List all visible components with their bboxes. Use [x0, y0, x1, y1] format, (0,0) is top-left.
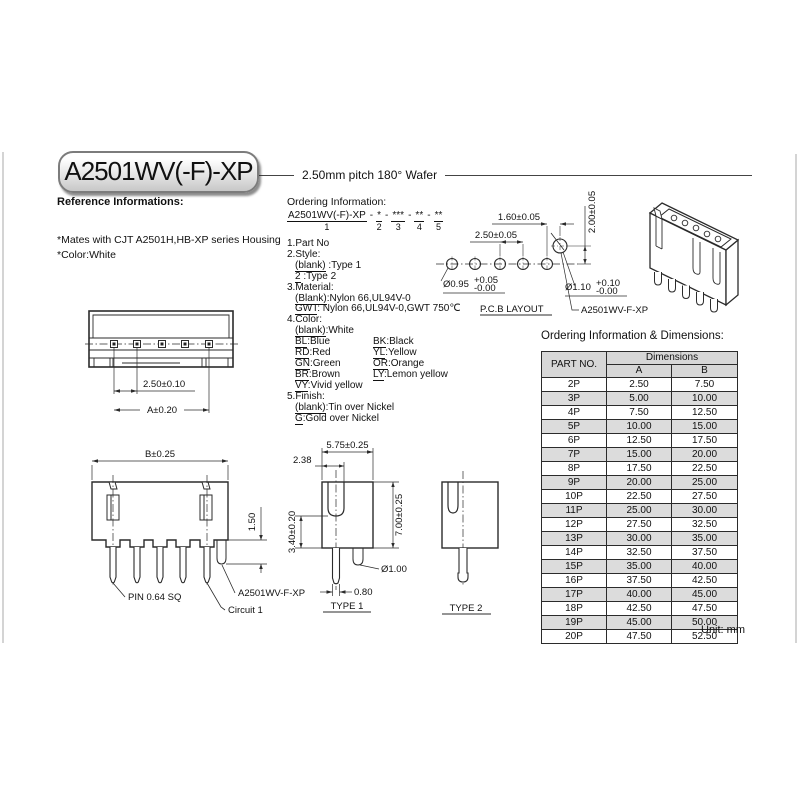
- ordering-option-line: BL:Blue BK:Black: [295, 336, 414, 348]
- type1-dim-width: 5.75±0.25: [326, 440, 369, 451]
- table-cell: 8P: [542, 462, 607, 476]
- table-cell: 30.00: [607, 532, 672, 546]
- col-header-b: B: [672, 365, 738, 378]
- ordering-option-line: GWT: Nylon 66,UL94V-0,GWT 750℃: [295, 303, 461, 315]
- table-row: [542, 504, 738, 518]
- ordering-code-index: 2: [376, 222, 382, 232]
- table-cell: 30.00: [672, 504, 738, 518]
- table-cell: 27.50: [672, 490, 738, 504]
- table-cell: 47.50: [607, 630, 672, 644]
- side-view-pins: [110, 547, 210, 583]
- type1-dim-dia: Ø1.00: [381, 564, 407, 575]
- table-cell: 12P: [542, 518, 607, 532]
- table-row: [542, 560, 738, 574]
- front-view-drawing: [85, 306, 240, 424]
- table-cell: 2.50: [607, 378, 672, 392]
- ordering-option-line: (blank):Tin over Nickel: [295, 401, 395, 413]
- table-cell: 52.50: [672, 630, 738, 644]
- table-cell: 7.50: [672, 378, 738, 392]
- table-cell: 14P: [542, 546, 607, 560]
- table-cell: 12.50: [607, 434, 672, 448]
- table-cell: 18P: [542, 602, 607, 616]
- ordering-code-group: [414, 210, 424, 232]
- table-cell: 37.50: [607, 574, 672, 588]
- side-view-arrowheads: [92, 459, 263, 569]
- table-cell: 20P: [542, 630, 607, 644]
- page-right-edge: [795, 154, 797, 643]
- table-row: [542, 406, 738, 420]
- table-cell: 37.50: [672, 546, 738, 560]
- ordering-code-group: [391, 210, 405, 232]
- part-dimensions-table: [541, 351, 738, 644]
- table-row: [542, 476, 738, 490]
- reference-heading: Reference Informations:: [57, 196, 184, 208]
- table-cell: 22.50: [607, 490, 672, 504]
- ordering-option-line: GN:Green OR:Orange: [295, 357, 425, 369]
- ordering-option-line: RD:Red YL:Yellow: [295, 347, 417, 359]
- type2-drawing: [425, 455, 535, 620]
- table-row: [542, 420, 738, 434]
- reference-note: *Mates with CJT A2501H,HB-XP series Housing: [57, 234, 281, 246]
- table-cell: 5P: [542, 420, 607, 434]
- ordering-code-stars: **: [434, 210, 443, 221]
- table-cell: 42.50: [607, 602, 672, 616]
- type2-outline: [442, 471, 498, 587]
- col-header-a: A: [607, 365, 672, 378]
- table-cell: 2P: [542, 378, 607, 392]
- pcb-arrowheads: [500, 222, 587, 264]
- unit-note: Unit: mm: [701, 624, 745, 636]
- front-view-dim-overall: A±0.20: [146, 405, 178, 416]
- type1-dim-slot: 2.38: [293, 455, 312, 466]
- type1-dim-height: 7.00±0.25: [394, 493, 405, 537]
- type2-caption: TYPE 2: [449, 603, 483, 614]
- table-cell: 17.50: [607, 462, 672, 476]
- table-cell: 32.50: [607, 546, 672, 560]
- type1-caption: TYPE 1: [330, 601, 364, 612]
- ordering-option-line: 2.Style:: [287, 248, 321, 260]
- table-row: [542, 588, 738, 602]
- table-cell: 11P: [542, 504, 607, 518]
- table-cell: 47.50: [672, 602, 738, 616]
- side-view-dim-width: B±0.25: [144, 449, 176, 460]
- table-cell: 13P: [542, 532, 607, 546]
- side-view-latches: [107, 482, 212, 520]
- table-cell: 25.00: [672, 476, 738, 490]
- col-header-dimensions: Dimensions: [607, 352, 738, 365]
- part-number-title: [58, 151, 259, 193]
- isometric-view-drawing: [612, 192, 767, 317]
- ordering-code-separator: -: [369, 210, 374, 221]
- table-cell: 17P: [542, 588, 607, 602]
- ordering-option-line: VY:Vivid yellow: [295, 379, 363, 391]
- table-cell: 15P: [542, 560, 607, 574]
- pcb-hole-big-tol-minus: -0.00: [596, 286, 618, 297]
- table-cell: 40.00: [672, 560, 738, 574]
- side-view-leaders: [113, 565, 235, 610]
- table-cell: 20.00: [607, 476, 672, 490]
- col-header-part-no: PART NO.: [542, 352, 607, 378]
- pcb-hole-small-tol-plus: +0.05: [474, 275, 499, 286]
- table-cell: 3P: [542, 392, 607, 406]
- pcb-dim-offset-y: 2.00±0.05: [587, 190, 598, 234]
- dimensions-table-heading: Ordering Information & Dimensions:: [541, 330, 724, 342]
- reference-note: *Color:White: [57, 249, 116, 261]
- ordering-option-line: 2 :Type 2: [295, 270, 337, 282]
- table-cell: 35.00: [672, 532, 738, 546]
- table-row: [542, 462, 738, 476]
- table-cell: 15.00: [607, 448, 672, 462]
- ordering-code-base: [287, 210, 367, 232]
- table-row: [542, 392, 738, 406]
- pcb-part-label: A2501WV-F-XP: [581, 305, 649, 316]
- page-left-edge: [2, 152, 4, 643]
- table-cell: 19P: [542, 616, 607, 630]
- ordering-code-base-text: A2501WV(-F)-XP: [288, 210, 366, 221]
- type1-dim-pin: 0.80: [354, 587, 373, 598]
- type1-drawing: [275, 438, 420, 620]
- ordering-option-line: BR:Brown LY:Lemon yellow: [295, 368, 448, 380]
- table-cell: 15.00: [672, 420, 738, 434]
- pcb-layout-caption: P.C.B LAYOUT: [480, 304, 544, 315]
- front-view-dim-pitch: 2.50±0.10: [143, 379, 186, 390]
- table-cell: 7.50: [607, 406, 672, 420]
- table-cell: 9P: [542, 476, 607, 490]
- side-view-label-circuit: Circuit 1: [228, 605, 263, 616]
- dimensions-table: [541, 351, 738, 644]
- table-cell: 20.00: [672, 448, 738, 462]
- ordering-code-stars: *: [377, 210, 382, 221]
- ordering-code-stars: **: [415, 210, 424, 221]
- table-cell: 16P: [542, 574, 607, 588]
- side-view-label-pin: PIN 0.64 SQ: [128, 592, 182, 603]
- table-cell: 50.00: [672, 616, 738, 630]
- ordering-code-separator: -: [427, 210, 431, 221]
- ordering-code-separator: -: [408, 210, 412, 221]
- reference-notes: [57, 233, 297, 263]
- table-cell: 12.50: [672, 406, 738, 420]
- ordering-code-separator: -: [385, 210, 389, 221]
- ordering-code-index: 1: [324, 222, 330, 232]
- table-row: [542, 490, 738, 504]
- page-subtitle: 2.50mm pitch 180° Wafer: [294, 168, 445, 182]
- table-cell: 4P: [542, 406, 607, 420]
- type1-dim-left: 3.40±0.20: [287, 510, 298, 554]
- ordering-code-index: 3: [395, 222, 401, 232]
- ordering-option-line: 1.Part No: [287, 238, 330, 249]
- pcb-hole-small-tol-minus: -0.00: [474, 283, 496, 294]
- table-cell: 40.00: [607, 588, 672, 602]
- table-row: [542, 546, 738, 560]
- ordering-option-line: (Blank):Nylon 66,UL94V-0: [295, 292, 411, 304]
- pcb-hole-big-tol-plus: +0.10: [596, 278, 621, 289]
- side-view-dim-boss: 1.50: [247, 512, 258, 532]
- table-cell: 45.00: [672, 588, 738, 602]
- table-row: [542, 448, 738, 462]
- reference-informations-block: [57, 196, 297, 263]
- ordering-option-line: (blank) :Type 1: [295, 259, 362, 271]
- ordering-option-line: 5.Finish:: [287, 390, 325, 402]
- table-row: [542, 378, 738, 392]
- table-cell: 6P: [542, 434, 607, 448]
- table-cell: 45.00: [607, 616, 672, 630]
- ordering-option-line: (blank):White: [295, 325, 354, 337]
- table-cell: 22.50: [672, 462, 738, 476]
- ordering-code-index: 4: [416, 222, 422, 232]
- ordering-code-index: 5: [435, 222, 441, 232]
- ordering-code-group: [376, 210, 382, 232]
- table-row: [542, 602, 738, 616]
- table-cell: 10P: [542, 490, 607, 504]
- front-view-outline: [85, 311, 240, 413]
- pcb-hole-small-dia: Ø0.95: [443, 279, 469, 290]
- pcb-dim-offset-x: 1.60±0.05: [497, 212, 541, 223]
- side-view-label-part: A2501WV-F-XP: [238, 588, 306, 599]
- table-cell: 25.00: [607, 504, 672, 518]
- page-title: A2501WV(-F)-XP: [64, 156, 253, 186]
- table-cell: 42.50: [672, 574, 738, 588]
- table-row: [542, 434, 738, 448]
- ordering-code-stars: ***: [392, 210, 405, 221]
- table-cell: 35.00: [607, 560, 672, 574]
- table-row: [542, 532, 738, 546]
- table-cell: 10.00: [672, 392, 738, 406]
- table-cell: 10.00: [607, 420, 672, 434]
- table-cell: 17.50: [672, 434, 738, 448]
- pcb-hole-big-dia: Ø1.10: [565, 282, 591, 293]
- table-cell: 27.50: [607, 518, 672, 532]
- pcb-dim-pitch: 2.50±0.05: [474, 230, 518, 241]
- table-cell: 32.50: [672, 518, 738, 532]
- isometric-connector: [650, 203, 738, 312]
- table-row: [542, 574, 738, 588]
- table-row: [542, 518, 738, 532]
- table-cell: 5.00: [607, 392, 672, 406]
- ordering-option-line: 3.Material:: [287, 281, 334, 293]
- side-view-boss: [217, 540, 226, 564]
- ordering-option-line: 4.Color:: [287, 314, 323, 326]
- ordering-option-line: G:Gold over Nickel: [295, 412, 379, 424]
- table-cell: 7P: [542, 448, 607, 462]
- ordering-heading: Ordering Information:: [287, 196, 387, 208]
